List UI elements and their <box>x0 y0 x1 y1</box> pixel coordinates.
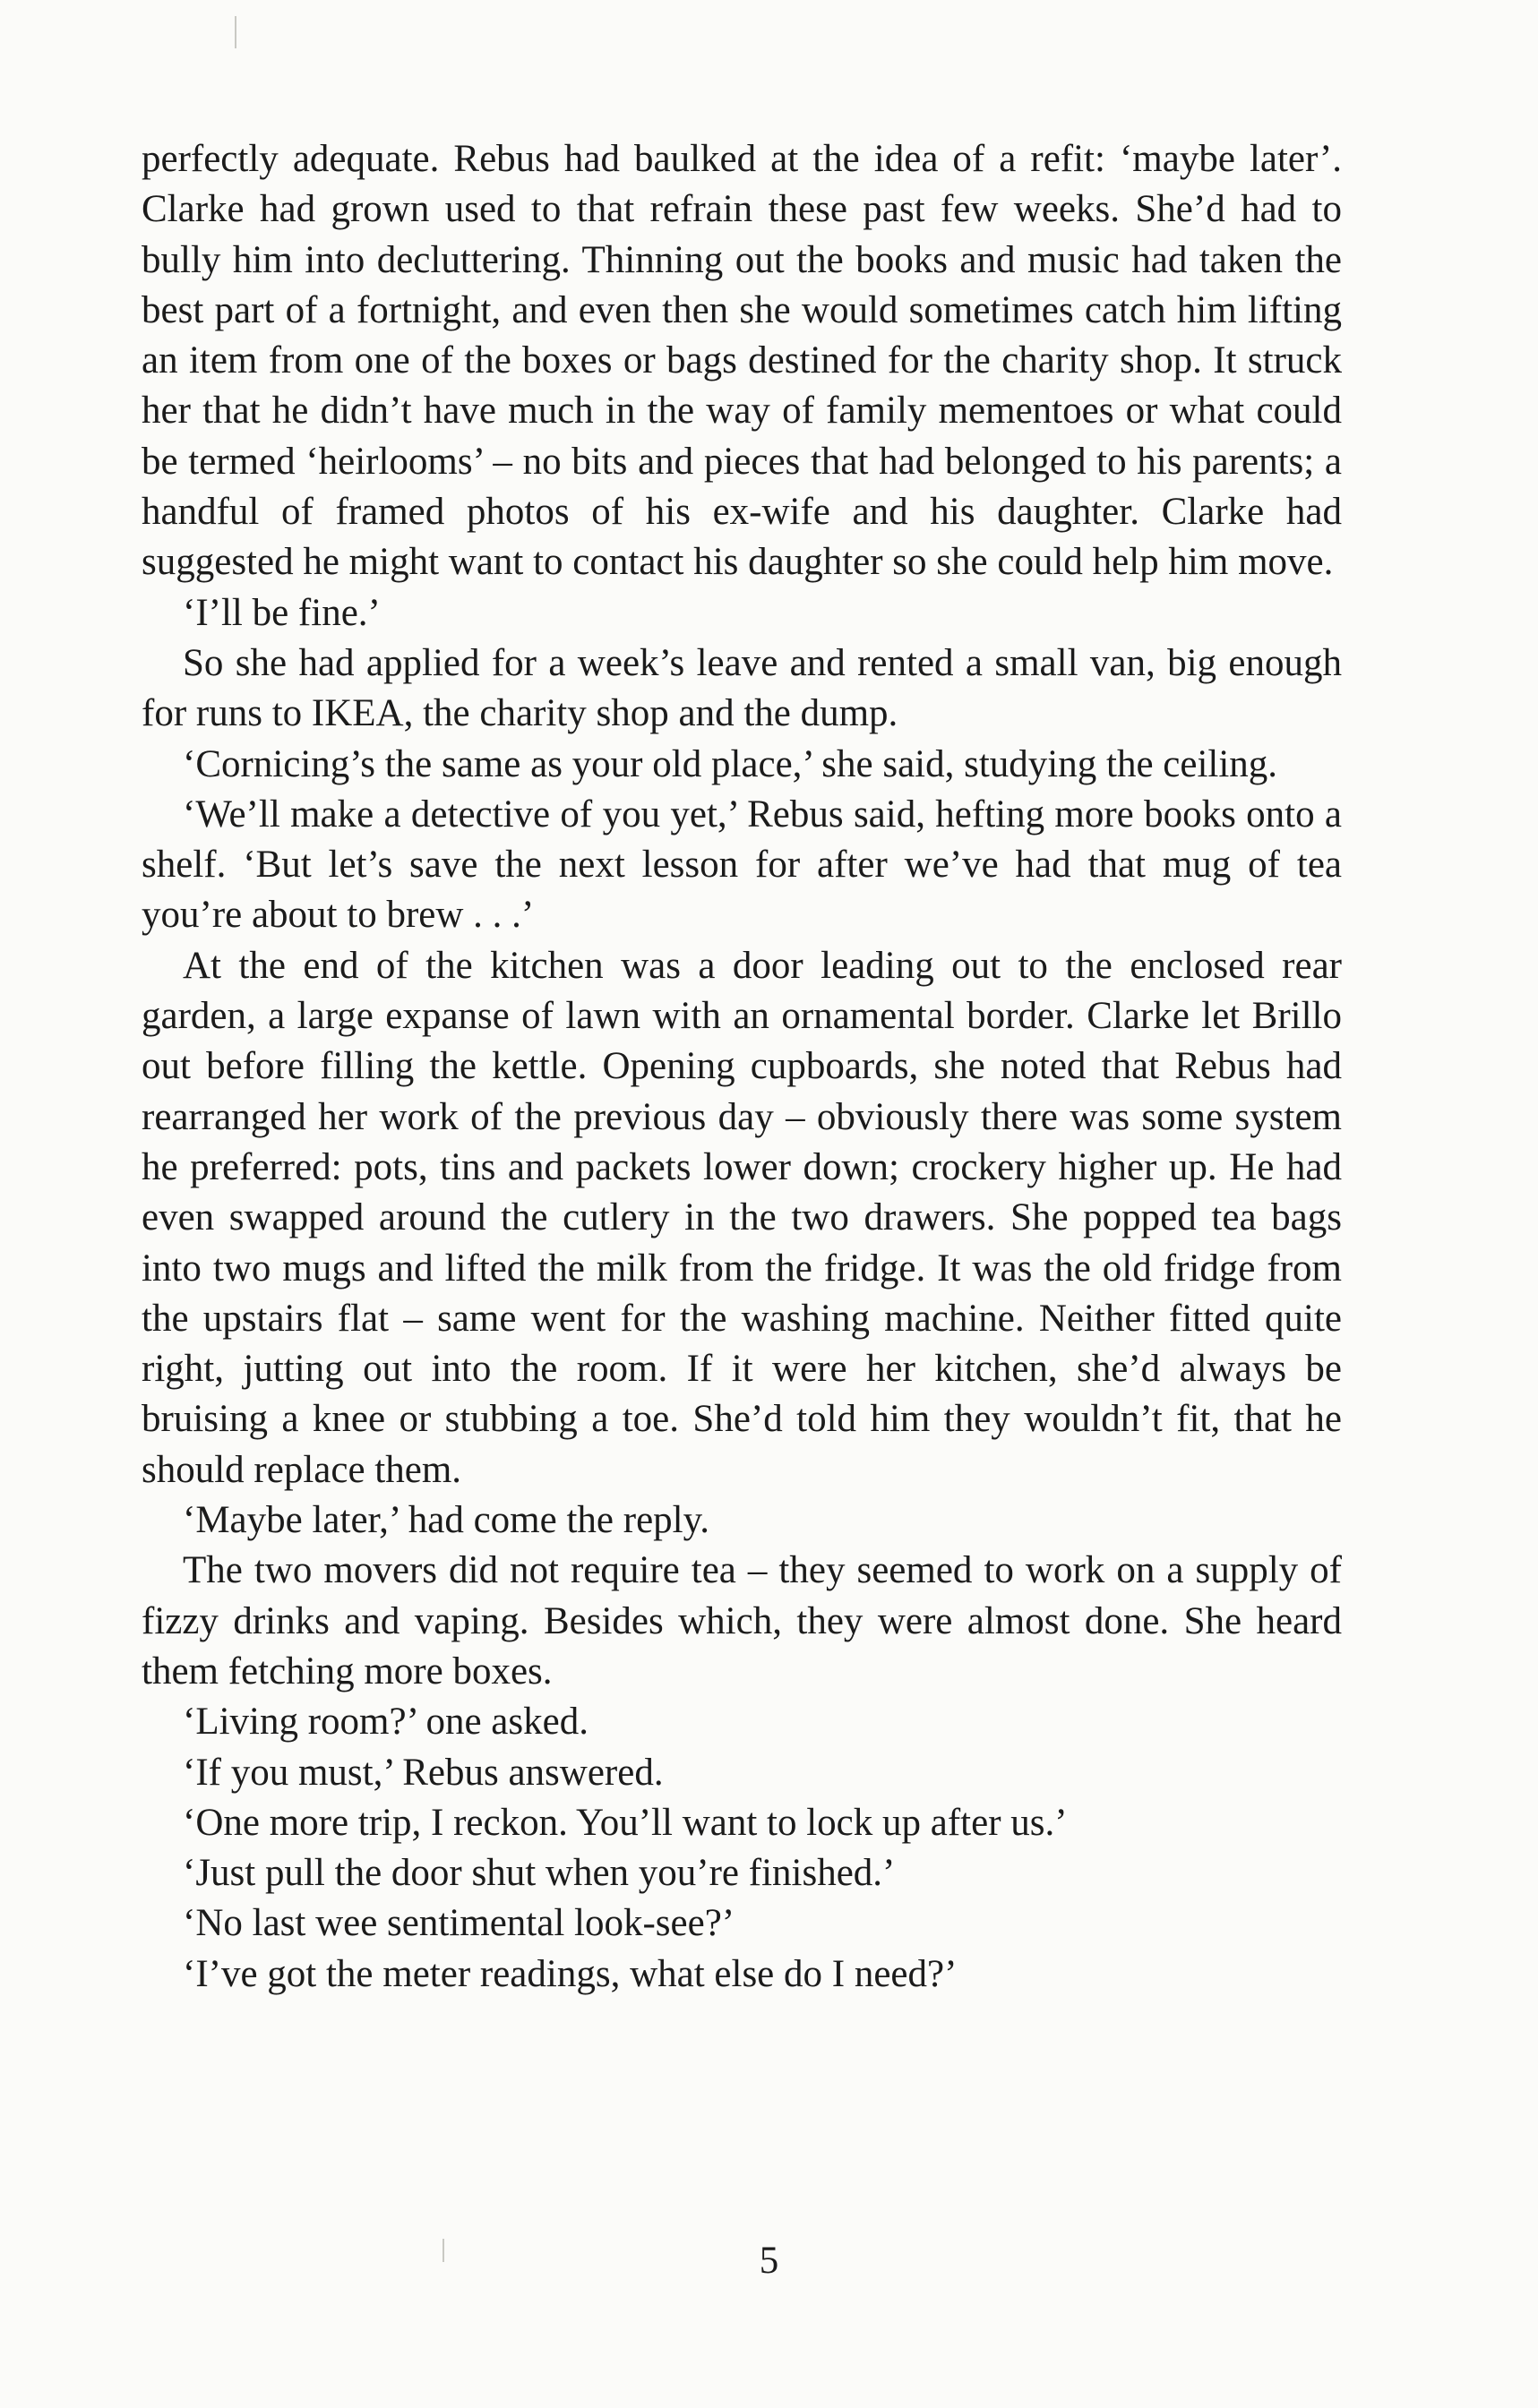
paragraph: ‘We’ll make a detective of you yet,’ Rebus said, hefting more books onto a shelf. ‘But let’s save the next lesson for after we’ve had that mug of tea you’re about to brew . . .’ <box>142 793 1342 937</box>
paragraph: ‘One more trip, I reckon. You’ll want to lock up after us.’ <box>183 1801 1068 1844</box>
paragraph: ‘I’ve got the meter readings, what else do I need?’ <box>183 1952 958 1995</box>
paragraph: The two movers did not require tea – they seemed to work on a supply of fizzy drinks and vaping. Besides which, they were almost done. She heard them fetching more boxes. <box>142 1549 1342 1692</box>
paragraph: At the end of the kitchen was a door leading out to the enclosed rear garden, a large expanse of lawn with an ornamental border. Clarke let Brillo out before filling the kettle. Opening cupboards, she noted that Rebus had rearranged her work of the previous day – obviously there was some system he preferred: pots, tins and packets lower down; crockery higher up. He had even swapped around the cutlery in the two drawers. She popped tea bags into two mugs and lifted the milk from the fridge. It was the old fridge from the upstairs flat – same went for the washing machine. Neither fitted quite right, jutting out into the room. If it were her kitchen, she’d always be bruising a knee or stubbing a toe. She’d told him they wouldn’t fit, that he should replace them. <box>142 944 1342 1491</box>
paragraph: ‘Living room?’ one asked. <box>183 1701 589 1744</box>
paragraph: perfectly adequate. Rebus had baulked at the idea of a refit: ‘maybe later’. Clarke had grown used to that refrain these past few weeks. She’d had to bully him into decluttering. Thinning out the books and music had taken the best part of a fortnight, and even then she would sometimes catch him lifting an item from one of the boxes or bags destined for the charity shop. It struck her that he didn’t have much in the way of family mementoes or what could be termed ‘heirlooms’ – no bits and pieces that had belonged to his parents; a handful of framed photos of his ex-wife and his daughter. Clarke had suggested he might want to contact his daughter so she could help him move. <box>142 138 1342 584</box>
paragraph: So she had applied for a week’s leave and rented a small van, big enough for runs to IKEA, the charity shop and the dump. <box>142 641 1342 735</box>
paragraph: ‘Just pull the door shut when you’re finished.’ <box>183 1852 896 1895</box>
paragraph: ‘Maybe later,’ had come the reply. <box>183 1499 710 1542</box>
paragraph: ‘If you must,’ Rebus answered. <box>183 1751 664 1794</box>
paragraph: ‘Cornicing’s the same as your old place,’ she said, studying the ceiling. <box>183 742 1278 785</box>
body-text <box>142 134 1342 2000</box>
scan-mark-top <box>235 16 236 48</box>
paragraph: ‘No last wee sentimental look-see?’ <box>183 1902 735 1945</box>
paragraph: ‘I’ll be fine.’ <box>183 591 381 634</box>
page-number: 5 <box>759 2240 779 2282</box>
